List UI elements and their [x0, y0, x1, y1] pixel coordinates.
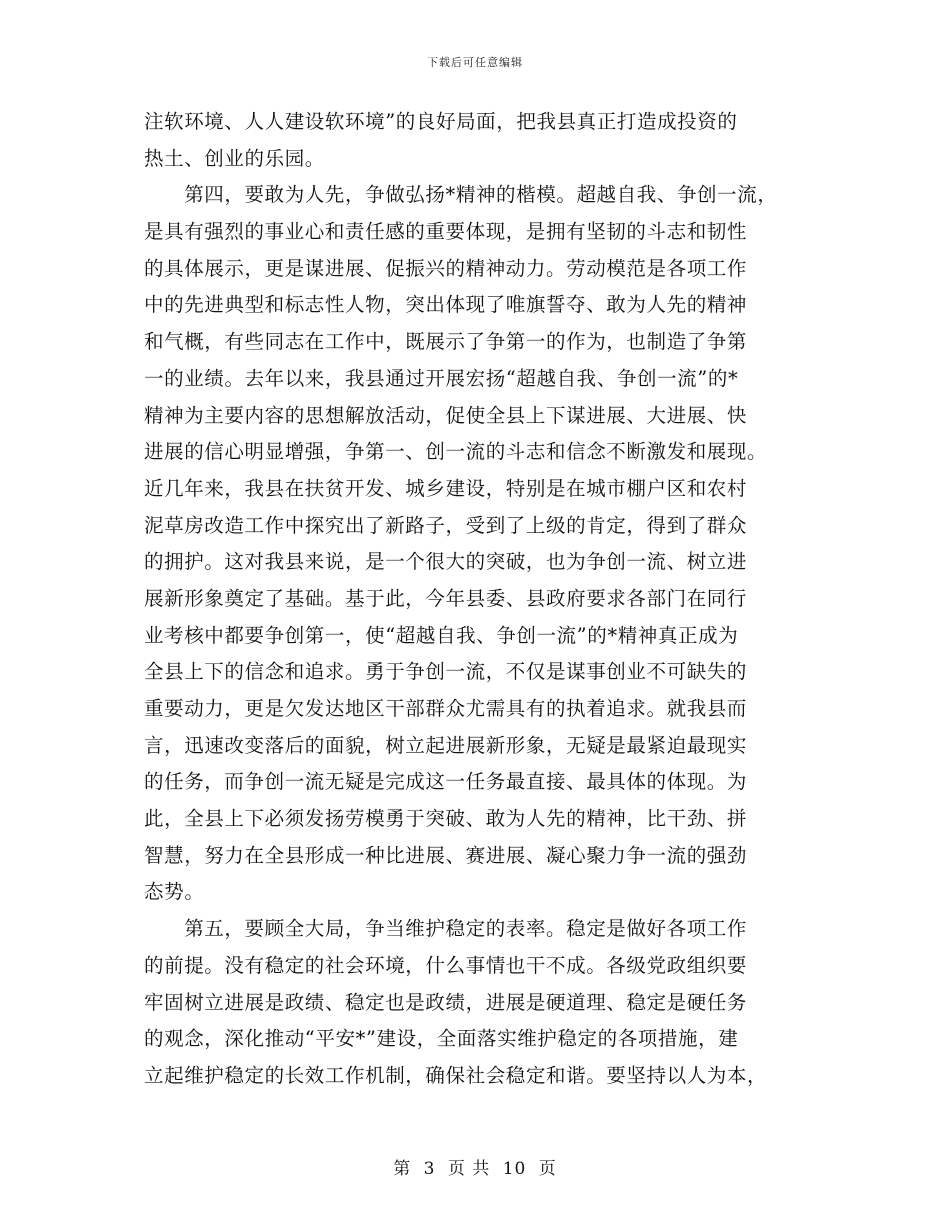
text-line: 热土、创业的乐园。 — [144, 146, 325, 170]
footer-middle: 页 共 — [447, 1159, 491, 1179]
document-body — [144, 104, 804, 1095]
text-line: 第四，要敢为人先，争做弘扬*精神的楷模。超越自我、争创一流， — [144, 183, 778, 207]
text-line: 是具有强烈的事业心和责任感的重要体现，是拥有坚韧的斗志和韧性 — [144, 220, 748, 244]
text-line: 重要动力，更是欠发达地区干部群众尤需具有的执着追求。就我县而 — [144, 697, 748, 720]
page-footer — [0, 1154, 950, 1179]
total-page-count: 10 — [502, 1159, 527, 1179]
text-line: 近几年来，我县在扶贫开发、城乡建设，特别是在城市棚户区和农村 — [144, 476, 748, 500]
text-line: 此，全县上下必须发扬劳模勇于突破、敢为人先的精神，比干劲、拼 — [144, 807, 748, 831]
text-line: 和气概，有些同志在工作中，既展示了争第一的作为，也制造了争第 — [144, 330, 748, 354]
text-line: 一的业绩。去年以来，我县通过开展宏扬“超越自我、争创一流”的* — [144, 366, 739, 390]
text-line: 言，迅速改变落后的面貌，树立起进展新形象，无疑是最紧迫最现实 — [144, 733, 748, 757]
text-line: 的观念，深化推动“平安*”建设，全面落实维护稳定的各项措施，建 — [144, 1027, 739, 1051]
text-line: 的任务，而争创一流无疑是完成这一任务最直接、最具体的体现。为 — [144, 770, 748, 794]
text-line: 全县上下的信念和追求。勇于争创一流，不仅是谋事创业不可缺失的 — [144, 660, 748, 684]
text-line: 展新形象奠定了基础。基于此，今年县委、县政府要求各部门在同行 — [144, 586, 748, 610]
text-line: 中的先进典型和标志性人物，突出体现了唯旗誓夺、敢为人先的精神 — [144, 293, 748, 317]
text-line: 的具体展示，更是谋进展、促振兴的精神动力。劳动模范是各项工作 — [144, 256, 748, 280]
text-line: 第五，要顾全大局，争当维护稳定的表率。稳定是做好各项工作 — [144, 917, 748, 941]
text-line: 进展的信心明显增强，争第一、创一流的斗志和信念不断激发和展现。 — [144, 440, 768, 464]
text-line: 业考核中都要争创第一，使“超越自我、争创一流”的*精神真正成为 — [144, 623, 739, 647]
text-line: 立起维护稳定的长效工作机制，确保社会稳定和谐。要坚持以人为本， — [144, 1063, 768, 1087]
text-line: 牢固树立进展是政绩、稳定也是政绩，进展是硬道理、稳定是硬任务 — [144, 990, 748, 1014]
page-header: 下载后可任意编辑 — [427, 56, 523, 69]
text-line: 智慧，努力在全县形成一种比进展、赛进展、凝心聚力争一流的强劲 — [144, 843, 748, 867]
current-page-number: 3 — [423, 1159, 436, 1179]
text-line: 注软环境、人人建设软环境”的良好局面，把我县真正打造成投资的 — [144, 110, 738, 133]
footer-suffix: 页 — [538, 1159, 557, 1179]
text-line: 泥草房改造工作中探究出了新路子，受到了上级的肯定，得到了群众 — [144, 513, 748, 537]
footer-prefix: 第 — [393, 1159, 412, 1179]
text-line: 态势。 — [144, 880, 205, 904]
text-line: 精神为主要内容的思想解放活动，促使全县上下谋进展、大进展、快 — [144, 403, 748, 427]
text-line: 的前提。没有稳定的社会环境，什么事情也干不成。各级党政组织要 — [144, 953, 748, 977]
text-line: 的拥护。这对我县来说，是一个很大的突破，也为争创一流、树立进 — [144, 550, 748, 574]
